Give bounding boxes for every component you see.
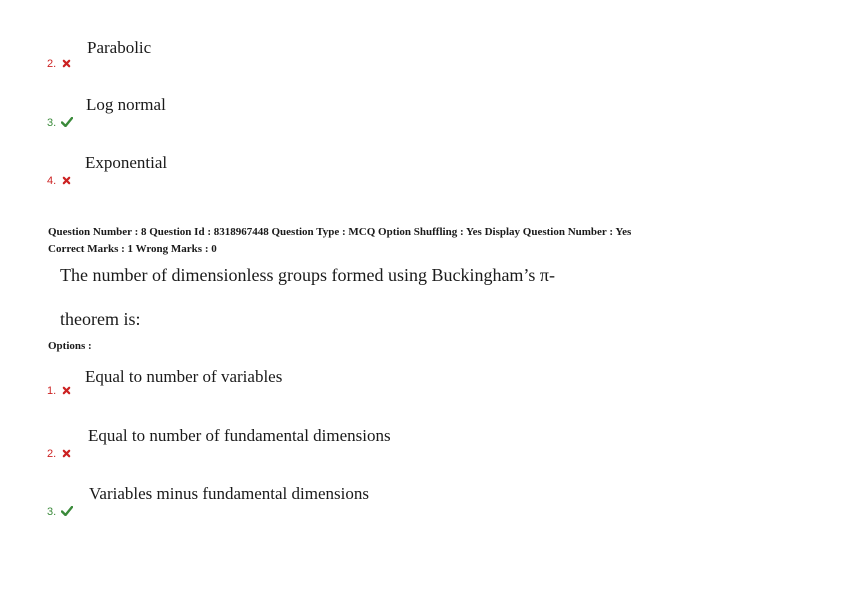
question-meta-line-1: Question Number : 8 Question Id : 8318967448 Question Type : MCQ Option Shuffling : Yes Display Question Number : Yes — [48, 226, 632, 238]
prev-option-2-text: Parabolic — [87, 38, 152, 57]
option-1-text: Equal to number of variables — [85, 367, 283, 386]
question-text-line-1: The number of dimensionless groups formed using Buckingham’s π- — [60, 265, 556, 285]
option-2-text: Equal to number of fundamental dimensions — [88, 426, 391, 445]
cross-icon — [62, 449, 71, 458]
cross-icon — [62, 59, 71, 68]
cross-icon — [62, 386, 71, 395]
cross-icon — [62, 176, 71, 185]
prev-option-3-text: Log normal — [86, 95, 166, 114]
question-meta-line-2: Correct Marks : 1 Wrong Marks : 0 — [48, 243, 217, 255]
checkmark-icon — [61, 117, 73, 127]
checkmark-icon — [61, 506, 73, 516]
option-3-text: Variables minus fundamental dimensions — [89, 484, 369, 503]
prev-option-4-number: 4. — [47, 175, 57, 187]
option-2-number: 2. — [47, 448, 57, 460]
prev-option-3-number: 3. — [47, 117, 57, 129]
question-text-line-2: theorem is: — [60, 309, 141, 329]
option-1-number: 1. — [47, 385, 57, 397]
options-label: Options : — [48, 340, 92, 352]
prev-option-4-text: Exponential — [85, 153, 168, 172]
prev-option-2-number: 2. — [47, 58, 57, 70]
option-3-number: 3. — [47, 506, 57, 518]
